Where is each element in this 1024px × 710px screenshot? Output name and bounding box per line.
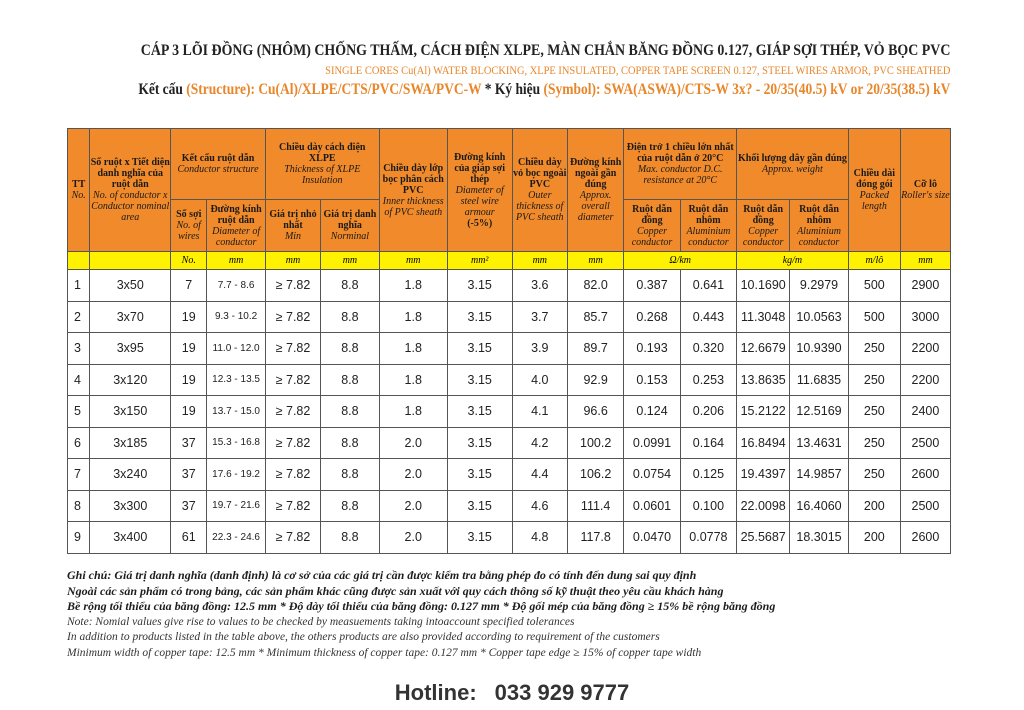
unit-cell: No. [171, 252, 207, 270]
table-cell: ≥ 7.82 [265, 270, 320, 302]
table-cell: 17.6 - 19.2 [207, 459, 266, 491]
table-cell: 8.8 [321, 301, 380, 333]
table-cell: 117.8 [567, 522, 623, 554]
header-ins-nom: Giá trị danh nghĩa Norminal [321, 200, 380, 252]
table-cell: 3x300 [90, 490, 171, 522]
table-cell: 2900 [900, 270, 950, 302]
table-cell: 61 [171, 522, 207, 554]
header-size: Số ruột x Tiết diện danh nghĩa của ruột dẫn No. of conductor x Conductor nominal area [90, 129, 171, 252]
table-cell: 4.4 [512, 459, 567, 491]
spec-table [67, 128, 951, 554]
note-line: Ngoài các sản phẩm có trong bảng, các sản phẩm khác cũng được sản xuất với quy cách thông số kỹ thuật theo yêu cầu khách hàng [67, 583, 724, 598]
table-cell: 3.15 [447, 333, 512, 365]
table-cell: ≥ 7.82 [265, 490, 320, 522]
table-cell: 500 [848, 270, 900, 302]
table-cell: 82.0 [567, 270, 623, 302]
header-structure: Kết cấu ruột dẫn Conductor structure [171, 129, 266, 200]
table-cell: 0.206 [680, 396, 736, 428]
unit-cell: mm [207, 252, 266, 270]
table-cell: ≥ 7.82 [265, 301, 320, 333]
table-cell: ≥ 7.82 [265, 333, 320, 365]
table-cell: 12.3 - 13.5 [207, 364, 266, 396]
title-block [17, 42, 950, 99]
table-cell: 0.0601 [624, 490, 680, 522]
table-cell: 7 [171, 270, 207, 302]
hotline [0, 680, 1024, 706]
table-cell: 3.15 [447, 490, 512, 522]
table-cell: 4.8 [512, 522, 567, 554]
table-cell: 16.4060 [790, 490, 849, 522]
table-cell: 250 [848, 396, 900, 428]
table-cell: 37 [171, 427, 207, 459]
symbol-label-en: (Symbol): [543, 81, 601, 98]
table-cell: 1.8 [379, 364, 447, 396]
table-cell: 19 [171, 364, 207, 396]
structure-label-vi: Kết cấu [137, 81, 183, 98]
table-cell: 92.9 [567, 364, 623, 396]
table-cell: 3000 [900, 301, 950, 333]
symbol-label-vi: Ký hiệu [494, 81, 540, 98]
hotline-label: Hotline: [394, 680, 477, 705]
table-cell: 8.8 [321, 270, 380, 302]
table-cell: 0.153 [624, 364, 680, 396]
table-cell: ≥ 7.82 [265, 459, 320, 491]
table-cell: 0.641 [680, 270, 736, 302]
table-cell: ≥ 7.82 [265, 522, 320, 554]
table-cell: 0.0778 [680, 522, 736, 554]
table-cell: 8.8 [321, 396, 380, 428]
table-cell: ≥ 7.82 [265, 364, 320, 396]
table-cell: 200 [848, 490, 900, 522]
table-row [68, 333, 951, 365]
table-cell: 1.8 [379, 270, 447, 302]
table-cell: 0.0754 [624, 459, 680, 491]
table-cell: 3x70 [90, 301, 171, 333]
table-cell: 13.8635 [737, 364, 790, 396]
header-res-cu: Ruột dẫn đồng Copper conductor [624, 200, 680, 252]
table-cell: 3.7 [512, 301, 567, 333]
table-cell: 2400 [900, 396, 950, 428]
table-row [68, 427, 951, 459]
table-cell: 3.15 [447, 396, 512, 428]
table-cell: 250 [848, 333, 900, 365]
note-line: Minimum width of copper tape: 12.5 mm * Minimum thickness of copper tape: 0.127 mm * Copper tape edge ≥ 15% of copper tape width [67, 646, 702, 659]
title-vi: CÁP 3 LÕI ĐỒNG (NHÔM) CHỐNG THẤM, CÁCH ĐIỆN XLPE, MÀN CHẮN BĂNG ĐỒNG 0.127, GIÁP SỢI THÉP, VỎ BỌC PVC [140, 42, 950, 59]
header-resistance: Điện trở 1 chiều lớn nhất của ruột dẫn ở 20°C Max. conductor D.C. resistance at 20°C [624, 129, 737, 200]
table-cell: 0.0991 [624, 427, 680, 459]
header-weight-al: Ruột dẫn nhôm Aluminium conductor [790, 200, 849, 252]
table-cell: 19 [171, 333, 207, 365]
table-row [68, 301, 951, 333]
table-cell: 19 [171, 396, 207, 428]
table-cell: 200 [848, 522, 900, 554]
table-cell: 3.15 [447, 427, 512, 459]
header-diameter: Đường kính ruột dẫn Diameter of conductor [207, 200, 266, 252]
table-cell: 10.9390 [790, 333, 849, 365]
table-row [68, 459, 951, 491]
table-row [68, 396, 951, 428]
table-cell: 4.2 [512, 427, 567, 459]
unit-cell: Ω/km [624, 252, 737, 270]
unit-cell: mm² [447, 252, 512, 270]
table-cell: 19 [171, 301, 207, 333]
table-cell: 13.7 - 15.0 [207, 396, 266, 428]
table-cell: 2500 [900, 427, 950, 459]
table-cell: 1 [68, 270, 90, 302]
table-cell: 500 [848, 301, 900, 333]
table-cell: 0.164 [680, 427, 736, 459]
table-row [68, 270, 951, 302]
table-cell: 6 [68, 427, 90, 459]
title-en: SINGLE CORES Cu(Al) WATER BLOCKING, XLPE INSULATED, COPPER TAPE SCREEN 0.127, STEEL WIRES ARMOR, PVC SHEATHED [324, 63, 950, 77]
table-cell: 3x400 [90, 522, 171, 554]
table-cell: 9 [68, 522, 90, 554]
table-cell: ≥ 7.82 [265, 396, 320, 428]
table-cell: 2500 [900, 490, 950, 522]
unit-cell: mm [567, 252, 623, 270]
table-cell: 0.125 [680, 459, 736, 491]
table-cell: 4.6 [512, 490, 567, 522]
structure-label-en: (Structure): [185, 81, 255, 98]
table-cell: 3 [68, 333, 90, 365]
table-cell: 2600 [900, 459, 950, 491]
table-cell: 1.8 [379, 301, 447, 333]
unit-cell: mm [900, 252, 950, 270]
note-line: Ghi chú: Giá trị danh nghĩa (danh định) là cơ sở của các giá trị cần được kiểm tra bằng phép đo có tính đến dung sai quy định [67, 568, 697, 582]
table-cell: 5 [68, 396, 90, 428]
table-cell: 2200 [900, 333, 950, 365]
table-cell: 0.193 [624, 333, 680, 365]
table-cell: 3x95 [90, 333, 171, 365]
table-cell: 3.15 [447, 270, 512, 302]
table-cell: 0.124 [624, 396, 680, 428]
table-cell: 4.0 [512, 364, 567, 396]
header-insulation: Chiều dày cách điện XLPE Thickness of XLPE Insulation [265, 129, 379, 200]
table-cell: 3x150 [90, 396, 171, 428]
hotline-number: 033 929 9777 [494, 680, 630, 705]
unit-cell: mm [321, 252, 380, 270]
unit-cell [90, 252, 171, 270]
table-cell: 3x185 [90, 427, 171, 459]
table-cell: 12.5169 [790, 396, 849, 428]
header-wires: Số sợi No. of wires [171, 200, 207, 252]
table-cell: 85.7 [567, 301, 623, 333]
note-line: In addition to products listed in the table above, the others products are also provided according to requirement of the customers [67, 631, 660, 643]
header-ins-min: Giá trị nhỏ nhất Min [265, 200, 320, 252]
units-row [68, 252, 951, 270]
separator: * [480, 81, 495, 98]
table-cell: 2.0 [379, 459, 447, 491]
header-overall: Đường kính ngoài gần đúng Approx. overall diameter [567, 129, 623, 252]
header-inner-sheath: Chiều dày lớp bọc phân cách PVC Inner thickness of PVC sheath [379, 129, 447, 252]
table-cell: 3x240 [90, 459, 171, 491]
table-cell: 3.6 [512, 270, 567, 302]
table-cell: 19.4397 [737, 459, 790, 491]
table-cell: 11.3048 [737, 301, 790, 333]
table-cell: 8.8 [321, 333, 380, 365]
note-line: Bề rộng tối thiểu của băng đồng: 12.5 mm * Độ dày tối thiểu của băng đồng: 0.127 mm * Độ gối mép của băng đồng ≥ 15% bề rộng băng đồng [67, 599, 776, 613]
header-weight: Khối lượng dây gần đúng Approx. weight [737, 129, 849, 200]
unit-cell: mm [265, 252, 320, 270]
table-cell: 2.0 [379, 490, 447, 522]
table-cell: 3.15 [447, 301, 512, 333]
table-cell: 12.6679 [737, 333, 790, 365]
table-row [68, 490, 951, 522]
table-cell: 13.4631 [790, 427, 849, 459]
structure-value: Cu(Al)/XLPE/CTS/PVC/SWA/PVC-W [257, 81, 481, 98]
structure-line [138, 81, 950, 99]
table-cell: 3.9 [512, 333, 567, 365]
header-tt: TT No. [68, 129, 90, 252]
table-cell: 37 [171, 459, 207, 491]
unit-cell: mm [512, 252, 567, 270]
table-cell: 250 [848, 364, 900, 396]
table-cell: 0.443 [680, 301, 736, 333]
table-cell: 3.15 [447, 364, 512, 396]
note-line: Note: Nomial values give rise to values to be checked by measuements taking intoaccount specified tolerances [67, 615, 575, 628]
table-cell: 4 [68, 364, 90, 396]
table-cell: 2600 [900, 522, 950, 554]
table-cell: 9.2979 [790, 270, 849, 302]
table-cell: 18.3015 [790, 522, 849, 554]
header-res-al: Ruột dẫn nhôm Aluminium conductor [680, 200, 736, 252]
header-length: Chiều dài đóng gói Packed length [848, 129, 900, 252]
table-cell: 3.15 [447, 459, 512, 491]
table-cell: 9.3 - 10.2 [207, 301, 266, 333]
table-cell: 4.1 [512, 396, 567, 428]
table-row [68, 364, 951, 396]
table-cell: 11.0 - 12.0 [207, 333, 266, 365]
table-cell: 1.8 [379, 396, 447, 428]
unit-cell: m/lô [848, 252, 900, 270]
notes [67, 568, 775, 661]
table-row [68, 522, 951, 554]
table-cell: 1.8 [379, 333, 447, 365]
table-cell: 10.0563 [790, 301, 849, 333]
table-cell: 3x50 [90, 270, 171, 302]
table-cell: 0.0470 [624, 522, 680, 554]
table-cell: 111.4 [567, 490, 623, 522]
table-cell: 19.7 - 21.6 [207, 490, 266, 522]
table-cell: 2.0 [379, 427, 447, 459]
header-outer-sheath: Chiều dày vỏ bọc ngoài PVC Outer thickness of PVC sheath [512, 129, 567, 252]
table-cell: 3.15 [447, 522, 512, 554]
table-cell: 100.2 [567, 427, 623, 459]
table-cell: 0.268 [624, 301, 680, 333]
table-cell: 25.5687 [737, 522, 790, 554]
table-cell: 0.253 [680, 364, 736, 396]
table-cell: 2 [68, 301, 90, 333]
table-cell: 15.2122 [737, 396, 790, 428]
table-cell: 8.8 [321, 459, 380, 491]
table-cell: 7.7 - 8.6 [207, 270, 266, 302]
table-cell: 16.8494 [737, 427, 790, 459]
table-cell: 0.320 [680, 333, 736, 365]
symbol-value: SWA(ASWA)/CTS-W 3x? - 20/35(40.5) kV or 20/35(38.5) kV [603, 81, 950, 98]
table-cell: 0.387 [624, 270, 680, 302]
table-cell: 250 [848, 427, 900, 459]
table-cell: 2.0 [379, 522, 447, 554]
unit-cell: mm [379, 252, 447, 270]
header-roller: Cỡ lô Roller's size [900, 129, 950, 252]
table-cell: 3x120 [90, 364, 171, 396]
table-cell: 7 [68, 459, 90, 491]
table-cell: 8.8 [321, 522, 380, 554]
table-cell: 8.8 [321, 490, 380, 522]
unit-cell: kg/m [737, 252, 849, 270]
table-cell: 11.6835 [790, 364, 849, 396]
table-cell: 8 [68, 490, 90, 522]
table-cell: 22.0098 [737, 490, 790, 522]
table-cell: 96.6 [567, 396, 623, 428]
table-cell: 15.3 - 16.8 [207, 427, 266, 459]
table-cell: 22.3 - 24.6 [207, 522, 266, 554]
table-cell: 37 [171, 490, 207, 522]
table-cell: ≥ 7.82 [265, 427, 320, 459]
table-cell: 0.100 [680, 490, 736, 522]
table-cell: 8.8 [321, 427, 380, 459]
unit-cell [68, 252, 90, 270]
table-cell: 14.9857 [790, 459, 849, 491]
table-cell: 2200 [900, 364, 950, 396]
header-weight-cu: Ruột dẫn đồng Copper conductor [737, 200, 790, 252]
table-cell: 250 [848, 459, 900, 491]
header-armour: Đường kính của giáp sợi thép Diameter of steel wire armour (-5%) [447, 129, 512, 252]
table-cell: 106.2 [567, 459, 623, 491]
table-cell: 89.7 [567, 333, 623, 365]
table-cell: 8.8 [321, 364, 380, 396]
table-cell: 10.1690 [737, 270, 790, 302]
